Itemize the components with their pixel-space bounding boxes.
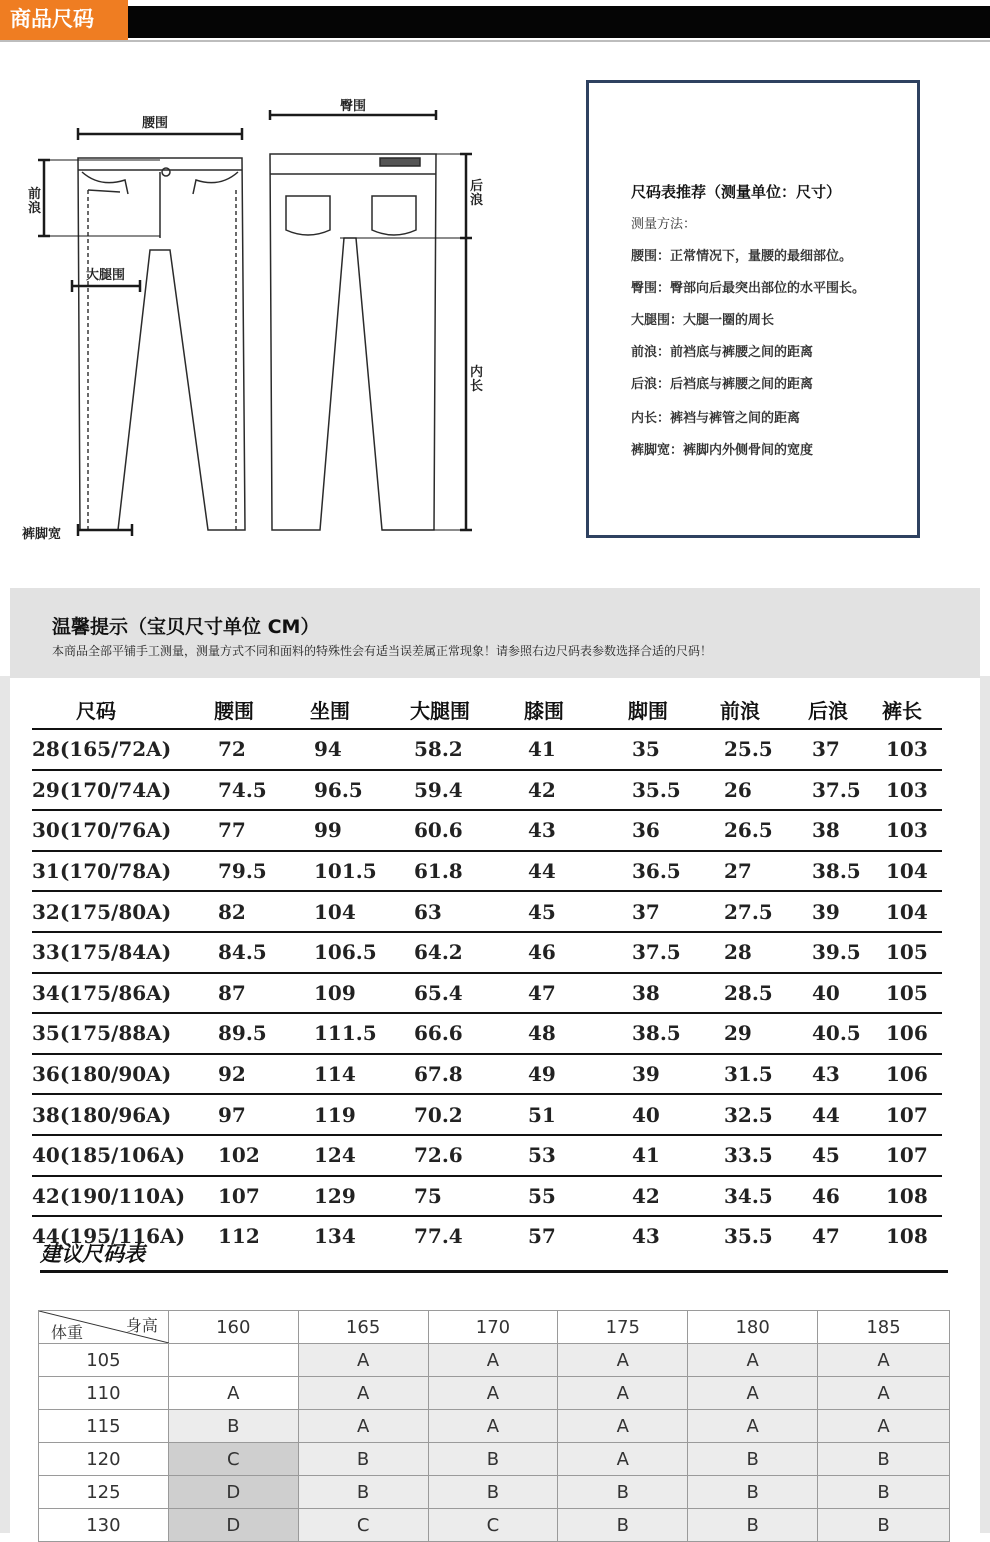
size-code-cell: A	[298, 1377, 428, 1410]
measure-cell: 60.6	[410, 810, 524, 851]
measure-cell: 25.5	[720, 729, 808, 770]
header-thigh: 大腿围	[410, 698, 470, 723]
header-divider	[0, 40, 990, 42]
height-header: 180	[688, 1311, 818, 1344]
measure-cell: 97	[214, 1094, 310, 1135]
size-code-cell: D	[168, 1509, 298, 1542]
measure-cell: 28.5	[720, 973, 808, 1014]
measure-cell: 38.5	[808, 851, 882, 892]
size-code-cell: B	[428, 1443, 558, 1476]
size-row	[32, 1135, 942, 1176]
measure-cell: 66.6	[410, 1013, 524, 1054]
header-bar	[120, 6, 990, 38]
measure-cell: 41	[524, 729, 628, 770]
measure-cell: 114	[310, 1054, 410, 1095]
measure-cell: 70.2	[410, 1094, 524, 1135]
size-code-cell: A	[558, 1410, 688, 1443]
right-margin	[980, 676, 990, 1533]
grid-row	[39, 1377, 950, 1410]
measure-cell: 40.5	[808, 1013, 882, 1054]
measure-cell: 26.5	[720, 810, 808, 851]
measure-cell: 74.5	[214, 770, 310, 811]
tips-panel	[10, 588, 980, 678]
measure-cell: 42	[524, 770, 628, 811]
height-header: 165	[298, 1311, 428, 1344]
size-cell: 44(195/116A)	[32, 1216, 214, 1256]
weight-cell: 120	[39, 1443, 169, 1476]
size-table	[32, 690, 942, 1256]
measure-cell: 61.8	[410, 851, 524, 892]
measure-cell: 102	[214, 1135, 310, 1176]
measure-cell: 29	[720, 1013, 808, 1054]
size-code-cell: A	[818, 1410, 950, 1443]
size-cell: 36(180/90A)	[32, 1054, 214, 1095]
pants-diagram	[0, 60, 560, 560]
measure-cell: 72.6	[410, 1135, 524, 1176]
measure-cell: 40	[628, 1094, 720, 1135]
measure-cell: 99	[310, 810, 410, 851]
size-row	[32, 1094, 942, 1135]
height-header: 170	[428, 1311, 558, 1344]
size-code-cell: A	[428, 1344, 558, 1377]
size-code-cell: C	[428, 1509, 558, 1542]
guide-line: 后浪：后裆底与裤腰之间的距离	[631, 377, 814, 392]
measure-cell: 75	[410, 1176, 524, 1217]
measure-cell: 40	[808, 973, 882, 1014]
size-code-cell: A	[688, 1377, 818, 1410]
measure-cell: 35.5	[720, 1216, 808, 1256]
measure-cell: 37	[808, 729, 882, 770]
size-cell: 29(170/74A)	[32, 770, 214, 811]
size-code-cell: A	[428, 1377, 558, 1410]
measure-cell: 112	[214, 1216, 310, 1256]
measure-cell: 103	[882, 770, 942, 811]
header-length: 裤长	[882, 698, 922, 723]
tips-subtitle: 本商品全部平铺手工测量，测量方式不同和面料的特殊性会有适当误差属正常现象！请参照右边尺码表参数选择合适的尺码！	[52, 644, 713, 658]
measure-cell: 107	[214, 1176, 310, 1217]
measure-cell: 27	[720, 851, 808, 892]
measure-cell: 104	[310, 891, 410, 932]
size-row	[32, 1054, 942, 1095]
measure-cell: 84.5	[214, 932, 310, 973]
size-cell: 35(175/88A)	[32, 1013, 214, 1054]
size-code-cell: C	[168, 1443, 298, 1476]
measure-cell: 53	[524, 1135, 628, 1176]
grid-body	[39, 1344, 950, 1542]
measure-cell: 106	[882, 1013, 942, 1054]
measure-cell: 51	[524, 1094, 628, 1135]
weight-cell: 130	[39, 1509, 169, 1542]
measure-cell: 107	[882, 1135, 942, 1176]
size-code-cell: B	[298, 1443, 428, 1476]
measure-cell: 109	[310, 973, 410, 1014]
section-title: 商品尺码	[0, 0, 128, 40]
guide-line: 内长：裤裆与裤管之间的距离	[631, 411, 801, 426]
measure-cell: 63	[410, 891, 524, 932]
measure-cell: 89.5	[214, 1013, 310, 1054]
size-table-body	[32, 729, 942, 1256]
measure-cell: 39	[808, 891, 882, 932]
size-code-cell: B	[168, 1410, 298, 1443]
measure-cell: 43	[808, 1054, 882, 1095]
measure-cell: 42	[628, 1176, 720, 1217]
measure-cell: 26	[720, 770, 808, 811]
measure-cell: 39	[628, 1054, 720, 1095]
measure-cell: 77	[214, 810, 310, 851]
height-header: 160	[168, 1311, 298, 1344]
size-code-cell: A	[818, 1377, 950, 1410]
label-hip: 臀围	[340, 99, 367, 114]
measure-cell: 48	[524, 1013, 628, 1054]
weight-cell: 110	[39, 1377, 169, 1410]
size-cell: 32(175/80A)	[32, 891, 214, 932]
size-cell: 38(180/96A)	[32, 1094, 214, 1135]
grid-corner	[39, 1311, 169, 1344]
size-row	[32, 1216, 942, 1256]
header-front-rise: 前浪	[720, 698, 760, 723]
measure-cell: 104	[882, 851, 942, 892]
size-code-cell: A	[558, 1344, 688, 1377]
size-code-cell: A	[428, 1410, 558, 1443]
measure-cell: 37.5	[808, 770, 882, 811]
size-row	[32, 770, 942, 811]
guide-line: 腰围：正常情况下，量腰的最细部位。	[631, 249, 853, 264]
size-code-cell: C	[298, 1509, 428, 1542]
size-cell: 30(170/76A)	[32, 810, 214, 851]
size-code-cell: A	[558, 1443, 688, 1476]
measure-cell: 103	[882, 810, 942, 851]
size-row	[32, 810, 942, 851]
weight-cell: 105	[39, 1344, 169, 1377]
header-hem: 脚围	[628, 698, 668, 723]
size-code-cell: A	[168, 1377, 298, 1410]
size-code-cell: B	[818, 1509, 950, 1542]
left-margin	[0, 676, 10, 1533]
size-code-cell: B	[688, 1476, 818, 1509]
measure-cell: 104	[882, 891, 942, 932]
suggest-divider	[40, 1270, 948, 1273]
label-front-rise: 前浪	[28, 187, 42, 216]
size-code-cell: A	[818, 1344, 950, 1377]
measure-cell: 108	[882, 1176, 942, 1217]
measure-cell: 35.5	[628, 770, 720, 811]
measure-cell: 108	[882, 1216, 942, 1256]
size-code-cell: A	[688, 1410, 818, 1443]
measure-cell: 59.4	[410, 770, 524, 811]
label-thigh: 大腿围	[86, 268, 126, 283]
guide-method: 测量方法：	[631, 217, 697, 232]
size-row	[32, 932, 942, 973]
header-hip: 坐围	[310, 698, 350, 723]
measure-cell: 87	[214, 973, 310, 1014]
measure-cell: 36	[628, 810, 720, 851]
size-code-cell	[168, 1344, 298, 1377]
header-knee: 膝围	[524, 698, 564, 723]
measure-cell: 46	[808, 1176, 882, 1217]
measure-cell: 105	[882, 932, 942, 973]
measure-cell: 55	[524, 1176, 628, 1217]
measure-cell: 35	[628, 729, 720, 770]
measure-cell: 57	[524, 1216, 628, 1256]
size-code-cell: A	[298, 1410, 428, 1443]
measure-cell: 106	[882, 1054, 942, 1095]
measure-cell: 43	[524, 810, 628, 851]
measure-cell: 34.5	[720, 1176, 808, 1217]
height-header: 185	[818, 1311, 950, 1344]
measure-cell: 38.5	[628, 1013, 720, 1054]
measure-cell: 107	[882, 1094, 942, 1135]
size-code-cell: A	[688, 1344, 818, 1377]
measure-cell: 101.5	[310, 851, 410, 892]
measure-cell: 44	[808, 1094, 882, 1135]
measure-cell: 65.4	[410, 973, 524, 1014]
pants-illustration	[0, 60, 560, 560]
size-cell: 33(175/84A)	[32, 932, 214, 973]
size-code-cell: B	[558, 1476, 688, 1509]
measure-cell: 37.5	[628, 932, 720, 973]
size-code-cell: A	[298, 1344, 428, 1377]
measure-cell: 36.5	[628, 851, 720, 892]
guide-line: 臀围：臀部向后最突出部位的水平围长。	[631, 281, 866, 296]
size-code-cell: B	[818, 1443, 950, 1476]
grid-row	[39, 1443, 950, 1476]
size-row	[32, 1176, 942, 1217]
measure-cell: 105	[882, 973, 942, 1014]
size-code-cell: B	[688, 1509, 818, 1542]
measure-cell: 38	[808, 810, 882, 851]
measure-cell: 129	[310, 1176, 410, 1217]
measure-cell: 77.4	[410, 1216, 524, 1256]
measure-cell: 124	[310, 1135, 410, 1176]
guide-line: 前浪：前裆底与裤腰之间的距离	[631, 345, 814, 360]
measure-cell: 103	[882, 729, 942, 770]
weight-cell: 125	[39, 1476, 169, 1509]
measure-cell: 47	[524, 973, 628, 1014]
measure-cell: 46	[524, 932, 628, 973]
header-back-rise: 后浪	[808, 698, 848, 723]
size-code-cell: B	[298, 1476, 428, 1509]
size-code-cell: B	[428, 1476, 558, 1509]
grid-row	[39, 1476, 950, 1509]
label-leg-opening: 裤脚宽	[22, 527, 62, 542]
measure-cell: 94	[310, 729, 410, 770]
label-inseam: 内长	[470, 365, 484, 394]
grid-row	[39, 1410, 950, 1443]
size-row	[32, 1013, 942, 1054]
grid-row	[39, 1509, 950, 1542]
size-cell: 40(185/106A)	[32, 1135, 214, 1176]
measure-cell: 47	[808, 1216, 882, 1256]
measure-cell: 82	[214, 891, 310, 932]
measure-cell: 106.5	[310, 932, 410, 973]
size-code-cell: B	[558, 1509, 688, 1542]
size-row	[32, 729, 942, 770]
header-waist: 腰围	[214, 698, 254, 723]
measure-cell: 28	[720, 932, 808, 973]
measure-cell: 49	[524, 1054, 628, 1095]
size-code-cell: D	[168, 1476, 298, 1509]
measure-cell: 45	[524, 891, 628, 932]
size-cell: 34(175/86A)	[32, 973, 214, 1014]
size-cell: 31(170/78A)	[32, 851, 214, 892]
measure-cell: 41	[628, 1135, 720, 1176]
corner-weight-label: 体重	[51, 1323, 84, 1342]
size-cell: 42(190/110A)	[32, 1176, 214, 1217]
size-code-cell: B	[818, 1476, 950, 1509]
measure-cell: 38	[628, 973, 720, 1014]
corner-height-label: 身高	[125, 1316, 158, 1335]
measure-cell: 39.5	[808, 932, 882, 973]
measure-cell: 134	[310, 1216, 410, 1256]
measure-cell: 79.5	[214, 851, 310, 892]
size-row	[32, 973, 942, 1014]
measurement-guide-box	[586, 80, 920, 538]
measure-cell: 111.5	[310, 1013, 410, 1054]
measure-cell: 67.8	[410, 1054, 524, 1095]
grid-header-row	[39, 1311, 950, 1344]
weight-cell: 115	[39, 1410, 169, 1443]
measure-cell: 27.5	[720, 891, 808, 932]
measure-cell: 43	[628, 1216, 720, 1256]
size-cell: 28(165/72A)	[32, 729, 214, 770]
label-back-rise: 后浪	[470, 179, 484, 208]
measure-cell: 33.5	[720, 1135, 808, 1176]
guide-title: 尺码表推荐（测量单位：尺寸）	[631, 183, 842, 201]
height-header: 175	[558, 1311, 688, 1344]
measure-cell: 31.5	[720, 1054, 808, 1095]
size-row	[32, 851, 942, 892]
measure-cell: 32.5	[720, 1094, 808, 1135]
measure-cell: 37	[628, 891, 720, 932]
tips-title: 温馨提示（宝贝尺寸单位 CM）	[52, 616, 320, 638]
measure-cell: 44	[524, 851, 628, 892]
measure-cell: 64.2	[410, 932, 524, 973]
size-code-cell: B	[688, 1443, 818, 1476]
section-header	[0, 0, 990, 42]
guide-line: 大腿围：大腿一圈的周长	[631, 313, 775, 328]
measure-cell: 45	[808, 1135, 882, 1176]
measure-cell: 92	[214, 1054, 310, 1095]
measure-cell: 58.2	[410, 729, 524, 770]
label-waist: 腰围	[142, 116, 169, 131]
size-code-cell: A	[558, 1377, 688, 1410]
size-recommendation-grid	[38, 1310, 950, 1542]
measure-cell: 119	[310, 1094, 410, 1135]
grid-row	[39, 1344, 950, 1377]
guide-line: 裤脚宽：裤脚内外侧骨间的宽度	[631, 443, 814, 458]
size-row	[32, 891, 942, 932]
measure-cell: 96.5	[310, 770, 410, 811]
measure-cell: 72	[214, 729, 310, 770]
suggest-title: 建议尺码表	[40, 1242, 145, 1266]
size-table-header	[32, 690, 942, 729]
header-size: 尺码	[76, 698, 116, 723]
